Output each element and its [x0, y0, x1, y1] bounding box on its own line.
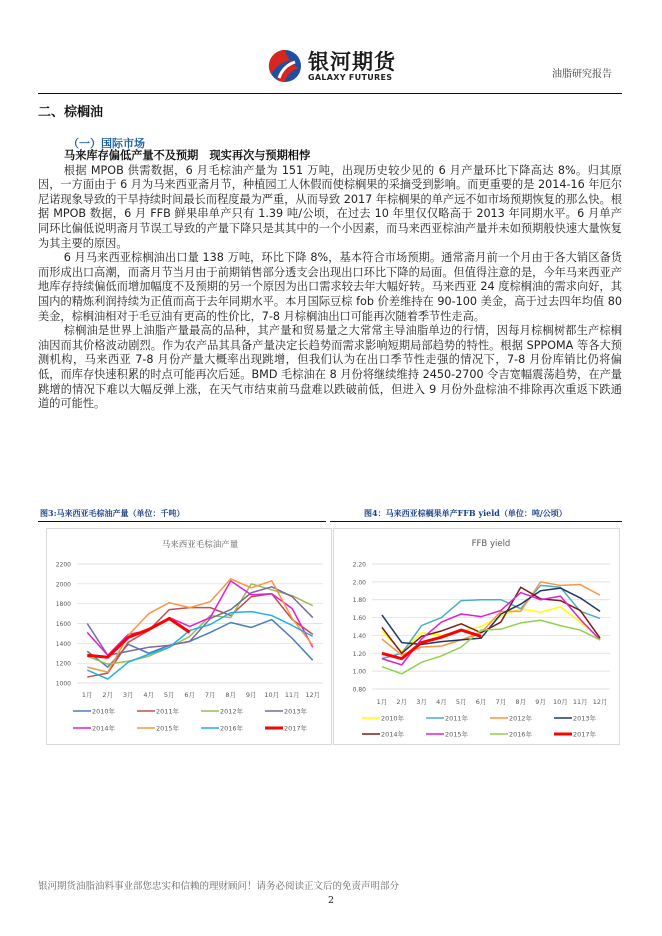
legend-label: 2013年: [573, 714, 597, 723]
legend-label: 2015年: [156, 724, 180, 733]
brand-name-cn: 银河期货: [308, 49, 396, 74]
subsection-title: （一）国际市场: [68, 137, 145, 150]
x-tick-label: 11月: [572, 698, 588, 706]
x-tick-label: 11月: [284, 691, 300, 699]
paragraph: 棕榈油是世界上油脂产量最高的品种，其产量和贸易量之大常常主导油脂单边的行情，因每月棕榈树都生产棕榈油因而其价格波动剧烈。作为农产品其具备产量决定长趋势而需求影响短期局部趋势的特性。根据 SPPOMA 等各大预测机构，马来西亚 7-8 月份产量大概率出现跳增，但我们认为在出口季节性走强的情况下，7-8 月份库销比仍将偏低，而库存快速积累的时点可能再次后延。BMD 毛棕油在 8 月份将继续维持 2450-2700 令吉宽幅震荡趋势，在产量跳增的情况下难以大幅反弹上涨，在天气市结束前马盘难以跌破前低，但进入 9 月份外盘棕油不排除再次重返下跌通道的可能性。: [38, 324, 622, 411]
y-tick-label: 1000: [55, 680, 71, 688]
figure-caption-4: 图4：马来西亚棕榈果单产FFB yield（单位：吨/公顷）: [364, 508, 567, 518]
series-line-2011: [87, 594, 313, 677]
y-tick-label: 2.00: [352, 579, 366, 587]
legend-label: 2017年: [284, 724, 308, 733]
y-tick-label: 1200: [55, 660, 71, 668]
y-tick-label: 1.40: [352, 632, 366, 640]
footer-disclaimer: 银河期货油脂油料事业部您忠实和信赖的理财顾问！请务必阅读正文后的免责声明部分: [38, 881, 400, 892]
x-tick-label: 1月: [376, 698, 388, 706]
paragraph: 根据 MPOB 供需数据，6 月毛棕油产量为 151 万吨，出现历史较少见的 6 月产量环比下降高达 8%。归其原因，一方面由于 6 月为马来西亚斋月节，种植园工人休假而使棕榈果的采摘受到影响。而更重要的是 2014-16 年厄尔尼诺现象导致的干旱持续时间最长而程度最为严重，从而导致 2017 年棕榈果的单产远不如市场预期恢复的那么快。根据 MPOB 数据，6 月 FFB 鲜果串单产只有 1.39 吨/公顷，在过去 10 年里仅仅略高于 2013 年同期水平。6 月单产同环比偏低说明斋月节误工导致的产量下降只是其其中的一个小因素，而马来西亚棕油产量并未如预期般快速大量恢复为其主要的原因。: [38, 163, 622, 250]
x-tick-label: 6月: [184, 691, 196, 699]
legend-label: 2011年: [445, 714, 469, 723]
brand-name-en: GALAXY FUTURES: [308, 72, 393, 82]
x-tick-label: 12月: [305, 691, 321, 699]
chart-ffb-yield: [333, 528, 620, 745]
legend-label: 2016年: [220, 724, 244, 733]
page-number: 2: [327, 895, 335, 906]
chart-palm-oil-production: [46, 528, 332, 745]
x-tick-label: 5月: [455, 698, 467, 706]
caption-divider: [38, 521, 326, 522]
x-tick-label: 12月: [592, 698, 608, 706]
chart-title: 马来西亚毛棕油产量: [161, 540, 239, 550]
y-tick-label: 1.00: [352, 668, 366, 676]
chart-title: FFB yield: [471, 539, 511, 549]
x-tick-label: 6月: [475, 698, 487, 706]
x-tick-label: 2月: [396, 698, 408, 706]
x-tick-label: 4月: [436, 698, 447, 706]
y-tick-label: 0.80: [352, 686, 366, 694]
legend-label: 2010年: [381, 714, 405, 723]
legend-label: 2017年: [573, 730, 597, 739]
y-tick-label: 2200: [55, 561, 71, 569]
x-tick-label: 3月: [416, 698, 427, 706]
header-divider: [38, 93, 622, 94]
y-tick-label: 1800: [55, 601, 71, 609]
x-tick-label: 9月: [245, 691, 257, 699]
y-tick-label: 2000: [55, 581, 71, 589]
legend-label: 2010年: [92, 707, 116, 716]
legend-label: 2016年: [509, 730, 533, 739]
legend-label: 2012年: [509, 714, 533, 723]
legend-label: 2012年: [220, 707, 244, 716]
legend-label: 2014年: [381, 730, 405, 739]
report-type: 油脂研究报告: [552, 69, 612, 80]
legend-label: 2013年: [284, 707, 308, 716]
figure-caption-3: 图3:马来西亚毛棕油产量（单位：千吨）: [40, 508, 185, 518]
article-body: [38, 149, 622, 412]
galaxy-logo-icon: [267, 48, 303, 84]
x-tick-label: 7月: [204, 691, 216, 699]
y-tick-label: 1.20: [352, 650, 366, 658]
x-tick-label: 7月: [495, 698, 507, 706]
x-tick-label: 4月: [143, 691, 155, 699]
x-tick-label: 8月: [515, 698, 527, 706]
ffb-yield-chart-svg: [334, 529, 621, 746]
article-heading: 马来库存偏低产量不及预期 现实再次与预期相悖: [64, 149, 311, 162]
x-tick-label: 2月: [102, 691, 114, 699]
x-tick-label: 5月: [163, 691, 175, 699]
x-tick-label: 8月: [225, 691, 237, 699]
legend-label: 2011年: [156, 707, 180, 716]
x-tick-label: 3月: [122, 691, 134, 699]
x-tick-label: 10月: [553, 698, 568, 706]
company-logo: [267, 48, 396, 84]
paragraph: 6 月马来西亚棕榈油出口量 138 万吨，环比下降 8%，基本符合市场预期。通常斋月前一个月由于各大销区备货而形成出口高潮，而斋月节当月由于前期销售部分透支会出现出口环比下降的局面。但值得注意的是，今年马来西亚产地库存持续偏低而增加幅度不及预期的另一个原因为出口需求较去年大幅好转。马来西亚 24 度棕榈油的需求向好，其国内的精炼利润持续为正值而高于去年同期水平。本月国际豆棕 fob 价差维持在 90-100 美金，高于过去四年均值 80 美金，棕榈油相对于毛豆油有更高的性价比，7-8 月棕榈油出口可能再次随着季节性走高。: [38, 251, 622, 323]
y-tick-label: 1600: [55, 621, 71, 628]
y-tick-label: 2.20: [352, 561, 366, 569]
x-tick-label: 1月: [81, 691, 93, 699]
series-line-2015: [382, 593, 600, 665]
legend-label: 2014年: [92, 724, 116, 733]
caption-divider: [330, 521, 622, 522]
section-title: 二、棕榈油: [38, 105, 104, 120]
x-tick-label: 9月: [535, 698, 546, 706]
x-tick-label: 10月: [264, 691, 280, 699]
production-chart-svg: [47, 529, 333, 746]
legend-label: 2015年: [445, 730, 469, 739]
y-tick-label: 1.80: [352, 597, 366, 605]
y-tick-label: 1.60: [352, 615, 366, 623]
y-tick-label: 1400: [55, 640, 71, 648]
